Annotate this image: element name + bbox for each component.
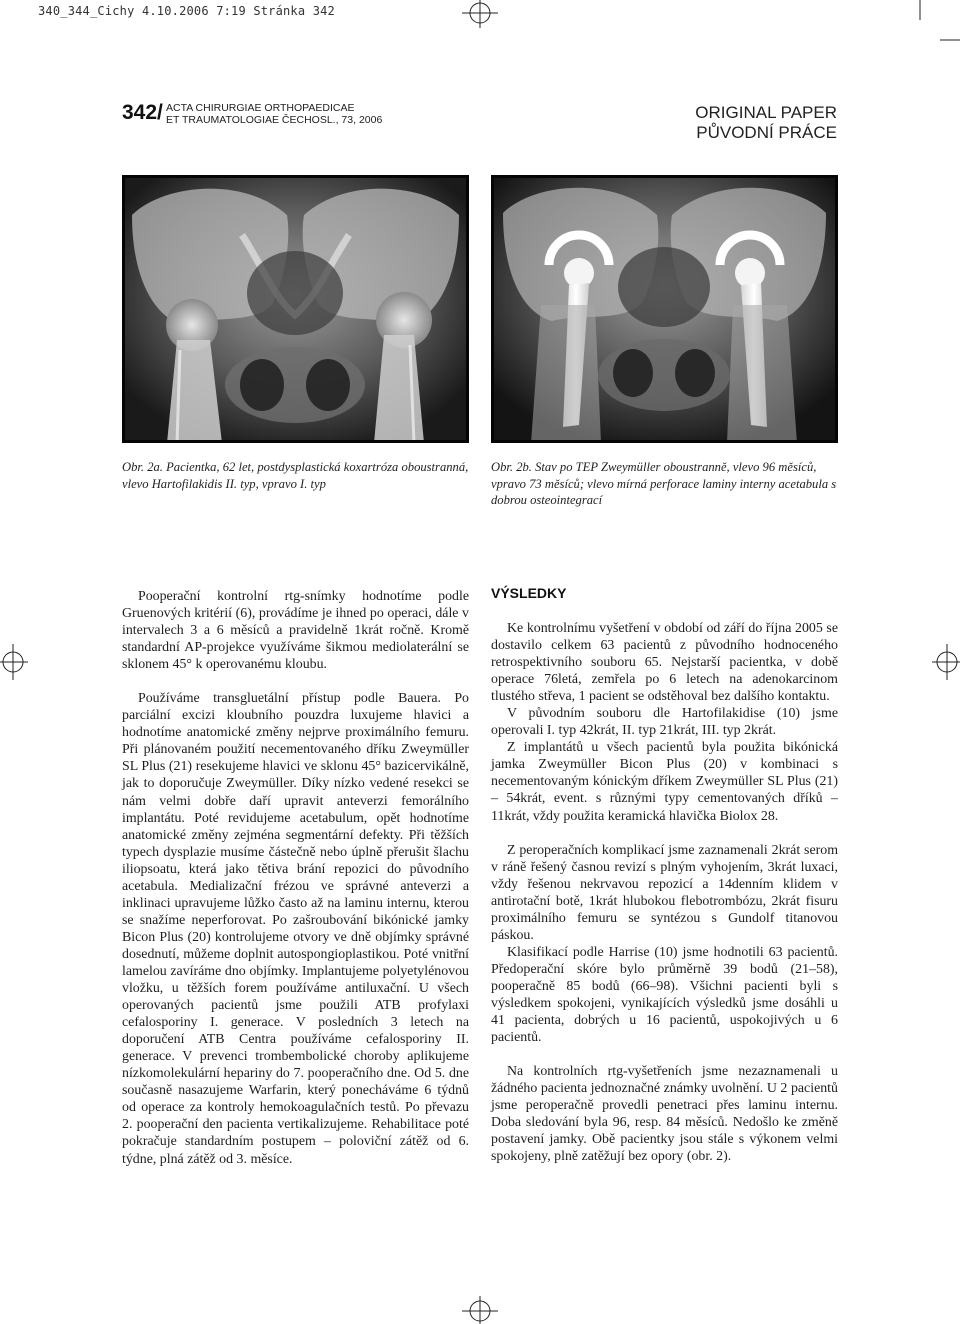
page-number: 342/ — [122, 101, 163, 124]
figure-caption-2a: Obr. 2a. Pacientka, 62 let, postdysplastická koxartróza oboustranná, vlevo Hartofilakidis II. typ, vpravo I. typ — [122, 460, 469, 491]
crop-mark-right — [932, 644, 960, 680]
left-column — [122, 588, 469, 1168]
paragraph-follow-up: Ke kontrolnímu vyšetření v období od září do října 2005 se dostavilo celkem 63 pacientů z původního hodnoceného retrospektivního souboru 65. Nejstarší pacientka, v době operace 76letá, zemřela po 6 letech na adenokarcinom tlustého střeva, 1 pacient se odstěhoval bez dalšího kontaktu. — [491, 621, 838, 705]
right-column — [491, 585, 838, 1165]
figure-caption-2b: Obr. 2b. Stav po TEP Zweymüller oboustranně, vlevo 96 měsíců, vpravo 73 měsíců; vlevo mírná perforace laminy interny acetabula s dobrou osteointegrací — [491, 460, 837, 507]
section-heading-results: VÝSLEDKY — [491, 585, 567, 601]
journal-line-1: ACTA CHIRURGIAE ORTHOPAEDICAE — [166, 102, 355, 114]
paper-type — [695, 103, 837, 143]
paper-type-english: ORIGINAL PAPER — [695, 103, 837, 122]
results-text — [491, 620, 838, 1165]
xray-figure-2b — [491, 175, 838, 443]
paragraph-implants: Z implantátů u všech pacientů byla použita bikónická jamka Zweymüller Bicon Plus (20) v kombinaci s necementovaným kónickým dříkem Zweymüller SL Plus (21) – 54krát, event. s různými typy cementovaných dříků – 11krát, vždy použita keramická hlavička Biolox 28. — [491, 740, 838, 824]
paragraph-surgical-approach: Používáme transgluetální přístup podle Bauera. Po parciální excizi kloubního pouzdra luxujeme hlavici a hodnotíme anatomické změny nejprve proximálního femuru. Při plánovaném použití necementovaného dříku Zweymüller SL Plus (21) resekujeme hlavici ve sklonu 45° bazicervikálně, jak to doporučuje Zweymüller. Díky nízko vedené resekci se nám velmi dobře daří upravit anteverzi femorálního implantátu. Poté revidujeme acetabulum, opět hodnotíme anatomické změny zejména segmentární defekty. Při těžších typech dysplazie musíme částečně nebo úplně přerušit šlachu iliopsoatu, která jako tětiva brání repozici do původního acetabula. Medializační frézou ve správné anteverzi a inklinaci upravujeme lůžko často až na laminu internu, kterou se snažíme neperforovat. Po zašroubování bikónické jamky Bicon Plus (20) kontrolujeme otvory ve dně objímky správné dosednutí, můžeme doplnit autospongioplastikou. Poté vnitřní lamelou zavíráme dno objímky. Implantujeme polyetylénovou vložku, u těžších forem používáme antiluxační. U všech operovaných pacientů jsme použili ATB profylaxi cefalosporiny I. generace. V posledních 3 letech na doporučení ATB Centra používáme cefalosporiny II. generace. V prevenci trombembolické choroby aplikujeme nízkomolekulární heparinу do 7. pooperačního dne. Od 5. dne současně nasazujeme Warfarin, který ponecháváme 6 týdnů od operace za kontroly hemokoagulačních testů. Po převazu 2. pooperační den pacienta vertikalizujeme. Rehabilitace poté pokračuje standardním postupem – poloviční zátěž od 6. týdne, plná zátěž od 3. měsíce. — [122, 691, 469, 1167]
paper-type-czech: PŮVODNÍ PRÁCE — [696, 123, 837, 142]
paragraph-classification: V původním souboru dle Hartofilakidise (10) jsme operovali I. typ 42krát, II. typ 21krát, III. typ 2krát. — [491, 706, 838, 739]
crop-mark-bottom — [462, 1296, 498, 1324]
crop-mark-left — [0, 644, 28, 680]
paragraph-postoperative-xray: Pooperační kontrolní rtg-snímky hodnotíme podle Gruenových kritérií (6), provádíme je ihned po operaci, dále v intervalech 3 a 6 měsíců a pravidelně 1krát ročně. Kromě standardní AP-projekce využíváme šikmou mediolaterální se sklonem 45° k operovanému kloubu. — [122, 589, 469, 673]
paragraph-harris-score: Klasifikací podle Harrise (10) jsme hodnotili 63 pacientů. Předoperační skóre bylo průměrně 39 bodů (21–58), pooperačně 85 bodů (66–98). Všichni pacienti byli s výsledkem spokojeni, vynikajících výsledků jsme dosáhli u 41 pacienta, dobrých u 16 pacientů, uspokojivých u 6 pacientů. — [491, 944, 838, 1046]
crop-mark-top — [462, 0, 498, 28]
xray-pelvis-preoperative — [122, 175, 469, 443]
journal-name — [166, 103, 382, 126]
xray-pelvis-postoperative — [491, 175, 838, 443]
journal-line-2: ET TRAUMATOLOGIAE ČECHOSL., 73, 2006 — [166, 113, 383, 126]
paragraph-radiographic-results: Na kontrolních rtg-vyšetřeních jsme nezaznamenali u žádného pacienta jednoznačné známky uvolnění. U 2 pacientů jsme peroperačně provedli penetraci přes laminu internu. Doba sledování byla 96, resp. 84 měsíců. Nedošlo ke změně postavení jamky. Obě pacientky jsou stále s výkonem velmi spokojeny, plně zatěžují bez opory (obr. 2). — [491, 1064, 838, 1165]
print-slug: 340_344_Cichy 4.10.2006 7:19 Stránka 342 — [38, 4, 335, 18]
paragraph-complications: Z peroperačních komplikací jsme zaznamenali 2krát serom v ráně řešený časnou revizí s plným vyhojením, 3krát luxaci, vždy řešenou nekrvavou repozicí a 14denním klidem v antirotační botě, 1krát hlubokou flebotrombózu, 2krát fisuru proximálního femuru se syntézou s Gundolf titanovou páskou. — [491, 842, 838, 943]
xray-figure-2a — [122, 175, 469, 443]
